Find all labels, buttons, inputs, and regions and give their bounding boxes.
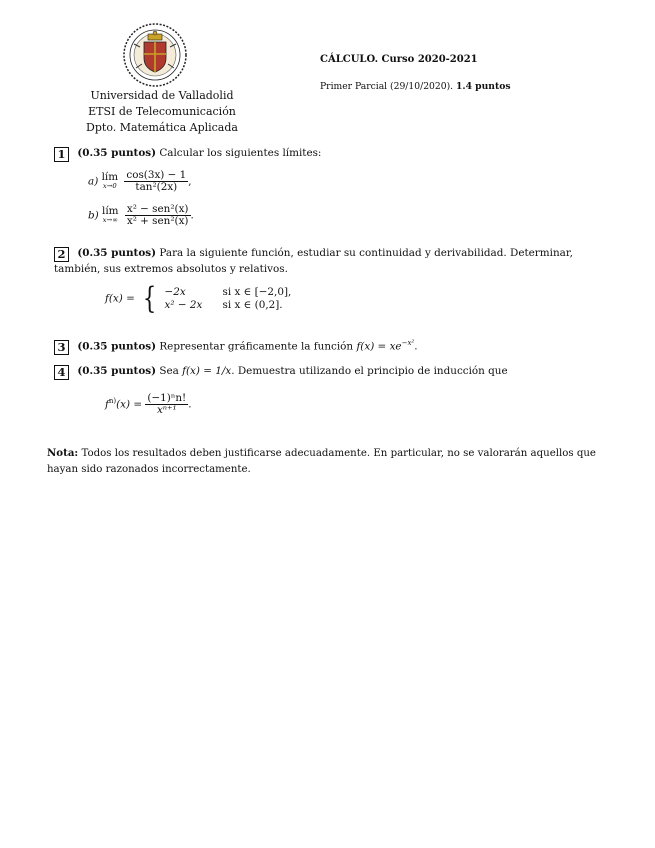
induction-formula [105,393,655,416]
fraction-denominator: tan²(2x) [124,181,188,193]
exam-info [320,81,511,92]
formula-end: . [188,398,192,411]
case-expression: x² − 2x [164,299,203,311]
derivative-symbol: f [105,398,109,411]
left-brace: { [143,281,157,316]
derivative-fraction [145,393,188,416]
question-4 [54,364,614,380]
limit-item-b [88,204,648,227]
note-text: Todos los resultados deben justificarse adecuadamente. En particular, no se valorarán aquellos que hayan sido razonados incorrectamente. [47,448,596,475]
derivative-order: n) [108,397,117,406]
formula-end: . [414,340,418,353]
question-points: (0.35 puntos) [77,147,157,159]
question-text-b: . Demuestra utilizando el principio de inducción que [231,365,508,377]
note-label: Nota: [47,447,79,459]
question-2 [54,246,614,277]
question-text-a: Sea [159,365,179,377]
question-1 [54,146,614,162]
function-formula: f(x) = xe [356,340,402,353]
exam-label: Primer Parcial (29/10/2020). [320,81,454,92]
question-3 [54,336,614,355]
department-name: Dpto. Matemática Aplicada [86,121,238,134]
exam-points: 1.4 puntos [456,81,511,92]
institution-block [60,88,264,136]
item-end: . [190,209,194,222]
limit-operator: lím x→∞ [102,204,119,224]
course-title: CÁLCULO. Curso 2020-2021 [320,54,478,65]
fraction-numerator: x² − sen²(x) [126,203,189,215]
function-lhs: f(x) = [105,292,135,305]
item-end: , [188,175,192,188]
school-name: ETSI de Telecomunicación [88,105,236,118]
question-points: (0.35 puntos) [77,247,157,259]
question-text: Para la siguiente función, estudiar su continuidad y derivabilidad. Determinar, también, sus extremos absolutos y relativos. [54,247,573,275]
limit-fraction [124,170,188,193]
derivative-lhs: (x) = [116,398,143,411]
note-paragraph [47,445,612,478]
question-points: (0.35 puntos) [77,365,157,377]
limit-fraction [125,204,191,227]
cases-table [165,286,292,312]
question-number: 1 [54,147,69,162]
case-expression: −2x [164,286,186,298]
fraction-numerator: (−1)ⁿn! [147,392,187,404]
case-row [165,299,292,312]
case-row [165,286,292,299]
question-text: Calcular los siguientes límites: [159,147,322,159]
question-number: 3 [54,340,69,355]
question-points: (0.35 puntos) [77,340,157,353]
piecewise-function [105,281,655,316]
item-label: a) [88,175,99,188]
fraction-numerator: cos(3x) − 1 [126,169,187,181]
university-seal [122,22,188,88]
case-condition: si x ∈ [−2,0], [222,286,292,298]
limit-subscript: x→0 [102,181,117,190]
limit-item-a [88,170,648,193]
question-number: 2 [54,247,69,262]
fraction-denominator: xⁿ⁺¹ [145,404,188,416]
case-condition: si x ∈ (0,2]. [222,299,283,311]
institution-name: Universidad de Valladolid [90,89,234,102]
item-label: b) [88,209,99,222]
limit-operator: lím x→0 [101,170,119,190]
formula-exponent: −x² [401,339,415,347]
limit-subscript: x→∞ [102,215,118,224]
question-text: Representar gráficamente la función [159,340,354,353]
function-formula: f(x) = 1/x [182,365,232,377]
question-number: 4 [54,365,69,380]
fraction-denominator: x² + sen²(x) [126,215,189,227]
